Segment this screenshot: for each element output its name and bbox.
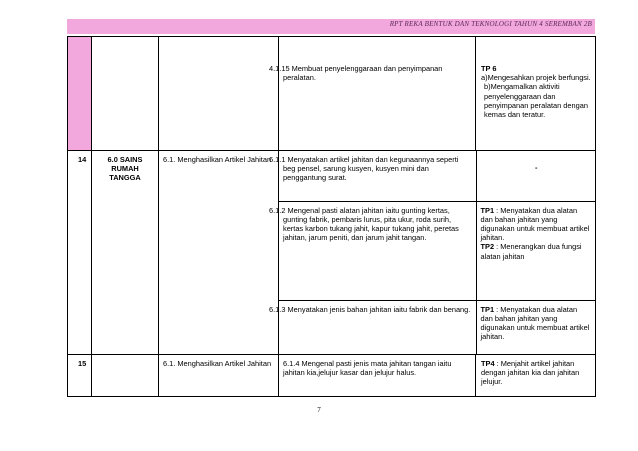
performance-level: TP1 : Menyatakan dua alatan dan bahan jahitan yang digunakan untuk membuat artikel jahitan.	[480, 304, 590, 342]
unit-title	[92, 355, 159, 397]
content-standard: 6.1. Menghasilkan Artikel Jahitan	[159, 151, 279, 355]
week-number: 15	[68, 355, 92, 397]
table-row	[279, 151, 596, 201]
performance-level-cell	[476, 37, 596, 151]
learning-outcome-cell	[279, 355, 476, 397]
table-row	[68, 151, 596, 355]
learning-outcome: 6.1.3 Menyatakan jenis bahan jahitan iaitu fabrik dan benang.	[269, 304, 471, 314]
lesson-plan-table	[67, 36, 596, 397]
learning-outcome: 6.1.2 Mengenal pasti alatan jahitan iaitu gunting kertas, gunting fabrik, pembaris lurus, pita ukur, roda surih, kertas karbon tukang jahit, kapur tukang jahit, peretas jahitan, jarum peniti, dan jarum jahit tangan.	[269, 205, 459, 243]
performance-level: TP1 : Menyatakan dua alatan dan bahan jahitan yang digunakan untuk membuat artikel jahitan. TP2 : Menerangkan dua fungsi alatan jahitan	[480, 205, 590, 261]
table-row	[279, 201, 596, 300]
unit-title: 6.0 SAINS RUMAH TANGGA	[92, 151, 159, 355]
learning-outcome: 6.1.1 Menyatakan artikel jahitan dan kegunaannya seperti beg pensel, sarung kusyen, kusyen mini dan penggantung surat.	[269, 155, 459, 183]
page-number: 7	[317, 406, 321, 414]
learning-outcome: 4.1.15 Membuat penyelenggaraan dan penyimpanan peralatan.	[269, 64, 443, 83]
tp-title: TP 6	[481, 64, 497, 73]
table-row	[68, 355, 596, 397]
subrows-container	[269, 151, 596, 355]
tp-line: a)Mengesahkan projek berfungsi.	[481, 73, 591, 83]
page-header-title: RPT REKA BENTUK DAN TEKNOLOGI TAHUN 4 SEREMBAN 2B	[389, 20, 592, 28]
tp-line: b)Mengamalkan aktiviti penyelenggaraan dan penyimpanan peralatan dengan kemas dan teratur.	[484, 82, 588, 120]
table-row	[279, 300, 596, 354]
week-number: 14	[68, 151, 92, 355]
learning-outcome-cell	[269, 37, 476, 151]
week-cell	[68, 37, 92, 151]
unit-cell	[92, 37, 159, 151]
standard-cell	[159, 37, 279, 151]
performance-level: TP4 : Menjahit artikel jahitan dengan jahitan kia dan jahitan jelujur.	[481, 359, 580, 387]
content-standard: 6.1. Menghasilkan Artikel Jahitan	[159, 355, 279, 397]
performance-level: -	[535, 163, 538, 172]
performance-level-cell	[476, 355, 596, 397]
learning-outcome: 6.1.4 Mengenal pasti jenis mata jahitan tangan iaitu jahitan kia,jelujur kasar dan jelujur halus.	[283, 359, 452, 378]
table-row	[68, 37, 596, 151]
